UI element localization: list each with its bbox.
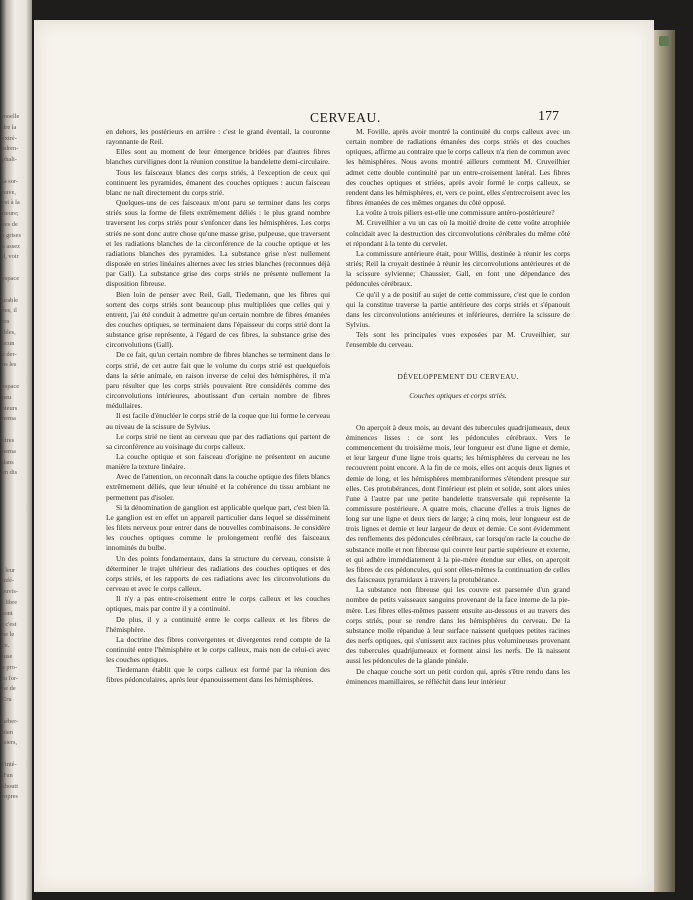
margin-fragment: dre la [2, 123, 17, 131]
book-spine [653, 30, 675, 892]
paragraph: Si la dénomination de ganglion est applicable quelque part, c'est bien là. Le ganglion est en effet un appareil particulier dans lequel se disséminent les filets nerveux pour entrer dans de nouvelles combinaisons. Je considère les couches optiques comme le prolongement renflé des faisceaux innominés du bulbe. [106, 502, 330, 553]
margin-fragment: nema [2, 415, 16, 423]
paragraph: De ce fait, qu'un certain nombre de fibres blanches se terminent dans le corps strié, de cet autre fait que le volume du corps strié est quelquefois dans la série animale, en raison inverse de celui des hémisphères, il m'a paru résulter que les corps striés pouvaient être considérés comme des circonvolutions intérieures, aboutissant d'un certain nombre de fibres médullaires. [106, 350, 330, 411]
paragraph: Tiedemann établit que le corps calleux est formé par la réunion des fibres pédonculaires, après leur épanouissement dans les hémisphères. [106, 665, 330, 685]
margin-fragment: rieure; [2, 210, 19, 218]
margin-fragment: sont [2, 609, 13, 617]
margin-fragment: a assez [2, 242, 20, 250]
margin-fragment: ibles, [2, 329, 16, 336]
margin-fragment: ouve, [2, 188, 17, 196]
margin-fragment: ns les [2, 361, 17, 369]
margin-fragment: ées de [2, 221, 18, 228]
paragraph: Avec de l'attention, on reconnaît dans la couche optique des filets blancs extrêmement déliés, que leur ténuité et la cohérence du tissu ambiant ne permettent pas d'isoler. [106, 472, 330, 502]
paragraph: La substance non fibreuse qui les couvre est parsemée d'un grand nombre de petits vaisseaux sanguins provenant de la face interne de la pie-mère. Les fibres elles-mêmes passent ensuite au-dessous et au travers des corps striés, pour se rendre dans les hémisphères du cerveau. De la substance molle répandue à leur surface naissent quelques petites racines des nerfs optiques, qui s'unissent aux racines plus volumineuses provenant des tubercules quadrijumeaux et forment ainsi les nerfs. De là naissent aussi les pédoncules de la glande pinéale. [346, 585, 570, 666]
paragraph: La voûte à trois piliers est-elle une commissure antéro-postérieure? [356, 208, 555, 218]
facing-page-edge [0, 0, 32, 900]
section-title: DÉVELOPPEMENT DU CERVEAU. [397, 372, 519, 382]
margin-fragment: d'un [2, 771, 13, 779]
margin-fragment: est à la [2, 199, 20, 207]
margin-fragment: t libre [2, 599, 18, 606]
paragraph: De chaque couche sort un petit cordon qui, après s'être rendu dans les éminences mamillaires, se réfléchit dans leur intérieur [346, 666, 570, 686]
margin-fragment: ce. [2, 642, 10, 650]
margin-fragment: ées, il [2, 307, 17, 315]
paragraph: en dehors, les postérieurs en arrière : c'est le grand éventail, la couronne rayonnante de Reil. [106, 127, 330, 147]
margin-fragment: ropres [2, 793, 18, 801]
margin-fragment: infé- [2, 577, 15, 585]
spine-mark [659, 36, 669, 46]
paragraph: Quelques-uns de ces faisceaux m'ont paru se terminer dans les corps striés sous la forme de filets extrêmement déliés : le plus grand nombre traversent les corps striés pour s'enfoncer dans les hémisphères. Les corps striés ne sont donc autre chose qu'une masse grise, pulpeuse, que traversent et les radiations blanches de la circonférence de la couche optique et les radiations blanches des pyramides. La substance grise n'est nullement disposée en stries linéaires alternes avec les stries blanches (reconnues déjà par Gall). La substance grise des corps striés ne présente nullement la disposition fibreuse. [106, 198, 330, 289]
right-text-column [346, 127, 570, 687]
paragraph: De plus, il y a continuité entre le corps calleux et les fibres de l'hémisphère. [106, 614, 330, 634]
paragraph: M. Foville, après avoir montré la continuité du corps calleux avec un certain nombre de radiations émanées des corps striés et des couches optiques, affirme au contraire que le corps calleux n'a rien de commun avec les hémisphères. Nous avons montré ailleurs comment M. Cruveilhier admet cette double continuité par un entre-croisement latéral. Les fibres des couches optiques et striées, après avoir formé le corps calleux, se rendent dans les hémisphères, et, vers ce point, elles s'entrecroisent avec les fibres émanées de ces mêmes organes du côté opposé. [346, 127, 570, 208]
margin-fragment: aboutt [2, 782, 18, 790]
margin-fragment: ucun [2, 339, 15, 347]
margin-fragment: bien [2, 728, 14, 736]
paragraph: Le corps strié ne tient au cerveau que par des radiations qui partent de sa circonférence au voisinage du corps calleux. [106, 431, 330, 451]
margin-fragment: en dis [2, 469, 18, 477]
paragraph: Tels sont les principales vues exposées par M. Cruveilhier, sur l'ensemble du cerveau. [346, 330, 570, 350]
margin-fragment: t c'est [2, 620, 17, 628]
paragraph: Ce qu'il y a de positif au sujet de cette commissure, c'est que le cordon qui la constitue traverse la partie antérieure des corps striés et s'épanouit dans les circonvolutions antérieures et inférieures, derrière la scissure de Sylvius. [346, 289, 570, 329]
margin-fragment: êtres [2, 437, 15, 444]
margin-fragment: moelle [2, 113, 20, 120]
margin-fragment: espace [2, 275, 20, 282]
section-subtitle: Couches optiques et corps striés. [409, 390, 507, 400]
margin-fragment: l'inté- [2, 761, 17, 768]
margin-fragment: peu [2, 393, 12, 401]
left-text-column [106, 127, 330, 686]
margin-fragment: Cru [2, 696, 12, 704]
paragraph: Il n'y a pas entre-croisement entre le corps calleux et les couches optiques, mais par contre il y a continuité. [106, 594, 330, 614]
running-head: CERVEAU. [310, 110, 381, 125]
margin-fragment: dans [2, 458, 14, 466]
page-number: 177 [538, 109, 559, 124]
paragraph: M. Cruveilhier a vu un cas où la moitié droite de cette voûte atrophiée coïncidait avec la destruction des circonvolutions cérébrales du même côté et répondant à la tente du cervelet. [346, 218, 570, 248]
margin-fragment: , leur [2, 566, 16, 574]
margin-fragment: ateurs [2, 404, 18, 412]
paragraph: On aperçoit à deux mois, au devant des tubercules quadrijumeaux, deux éminences lisses : ce sont les pédoncules cérébraux. Vers le commencement du troisième mois, leur longueur est d'une ligne et demie, et leur largeur d'une ligne trois quarts; les hémisphères du cerveau ne les recouvrent point encore. A la fin de ce mois, elles ont acquis deux lignes et demie de long, et les hémisphères membraniformes s'étendent presque sur elles. Ces protubérances, dont l'intérieur est plein et solide, sont alors unies l'une à l'autre par une petite bandelette transversale qui représente la commissure postérieure. A quatre mois, chacune d'elles a trois lignes de long sur une ligne et deux tiers de large; à cinq mois, leur longueur est de trois lignes et demie et leur largeur de deux et demie. Ce sont évidemment des renflements des pédoncules cérébraux, car lorsqu'on racle la couche de substance molle et non fibreuse qui couvre leur partie supérieure et externe, et qui adhère immédiatement à la pie-mère étendue sur elles, on aperçoit les fibres de ces pédoncules, qui sont elles-mêmes la continuation de celles des faisceaux pyramidaux à travers la protubérance. [346, 422, 570, 585]
margin-fragment: tuse [2, 653, 13, 660]
margin-fragment: isiers, [2, 739, 18, 747]
margin-fragment: extré- [2, 134, 17, 142]
right-column-paragraphs-after [346, 423, 570, 687]
margin-fragment: lu for- [2, 674, 19, 682]
paragraph: La couche optique et son faisceau d'origine ne présentent en aucune manière la texture linéaire. [106, 452, 330, 472]
margin-fragment: espace [2, 383, 20, 390]
margin-fragment: d, voir [2, 253, 19, 261]
paragraph: La commissure antérieure était, pour Willis, destinée à réunir les corps striés; Reil la croyait destinée à réunir les circonvolutions antérieures et de la scissure sylvienne; Chaussier, Gall, en font une dépendance des pédoncules cérébraux. [346, 248, 570, 289]
paragraph: La doctrine des fibres convergentes et divergentes rend compte de la continuité entre l'hémisphère et le corps calleux, mais non de celui-ci avec les couches optiques. [106, 634, 330, 665]
right-column-paragraphs-before [346, 127, 570, 350]
margin-fragment: ne le [2, 631, 15, 639]
paragraph: Bien loin de penser avec Reil, Gall, Tiedemann, que les fibres qui sortent des corps striés sont beaucoup plus multipliées que celles qui y entrent, j'ai été conduit à admettre qu'un certain nombre de fibres émanées des couches optiques, se terminaient dans l'épaisseur du corps strié dont la substance grise représente, à l'égard de ces fibres, la substance grise des circonvolutions (Gall). [106, 289, 330, 350]
margin-fragment: e der- [2, 350, 17, 358]
margin-fragment: s grises [2, 231, 21, 239]
paragraph: Tous les faisceaux blancs des corps striés, à l'exception de ceux qui continuent les pyramides, émanent des couches optiques : aucun faisceau blanc ne naît directement du corps strié. [106, 167, 330, 197]
margin-fragment: a pro- [2, 663, 18, 671]
margin-fragment: la sor- [2, 177, 19, 185]
margin-fragment: res [2, 318, 10, 326]
paragraph: Un des points fondamentaux, dans la structure du cerveau, consiste à déterminer le trajet ultérieur des radiations des couches optiques et des corps striés, et les rapports de ces radiations avec les circonvolutions du cerveau et avec le corps calleux. [106, 553, 330, 594]
paragraph: Il est facile d'énucléer le corps strié de la coque que lui forme le cerveau au niveau de la scissure de Sylvius. [106, 411, 330, 431]
margin-fragment: urable [2, 296, 18, 304]
margin-fragment: néber- [2, 717, 19, 725]
margin-fragment: ouvis- [2, 588, 18, 596]
margin-fragment: ne de [2, 685, 16, 693]
margin-fragment: phali- [2, 156, 17, 164]
margin-fragment: adren- [2, 145, 19, 153]
paragraph: Elles sont au moment de leur émergence bridées par d'autres fibres blanches curvilignes dont la réunion constitue la bandelette demi-circulaire. [106, 147, 330, 167]
margin-fragment: nema [2, 447, 16, 455]
